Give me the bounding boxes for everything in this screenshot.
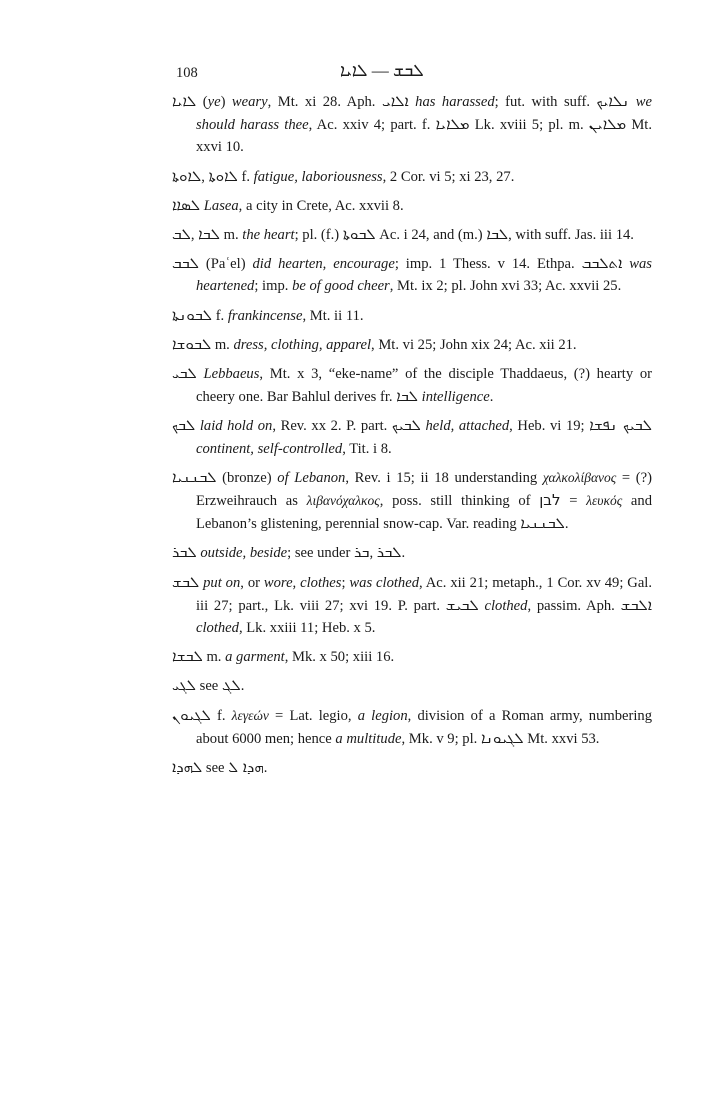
entry-text: ) — [220, 94, 232, 110]
syriac-word: ܡܠܐܝܢ — [588, 115, 627, 134]
entry-text: . — [401, 545, 406, 562]
entry-text: , Ac. xii 21; metaph., 1 Cor. xv 49; Gal. iii 27; part., Lk. viii 27; xvi 19. P. part. — [196, 574, 652, 614]
syriac-word: ܒܪ — [354, 543, 370, 562]
syriac-word: ܠܒܐ — [486, 225, 509, 244]
entry-text: , Mt. x 3, “eke-name” of the disciple Thaddaeus, (?) hearty or cheery one. Bar Bahlul derives fr. — [196, 366, 652, 406]
entry-text: . — [489, 389, 494, 406]
entry-gloss: laid hold on — [199, 418, 273, 435]
greek-word: λιβανόχαλκος — [306, 493, 380, 509]
dictionary-entry — [172, 165, 652, 188]
running-head: ܠܒܫ — ܠܐܝܐ — [340, 61, 424, 80]
dictionary-entry — [172, 304, 652, 327]
syriac-word: ܠܓ — [221, 676, 241, 695]
dictionary-entry — [172, 252, 652, 297]
entry-text: , with suff. Jas. iii 14. — [508, 227, 634, 244]
entry-gloss: the heart — [242, 227, 295, 244]
entry-text: , passim. Aph. — [527, 597, 621, 614]
syriac-word: ܠܗܕܐ — [172, 758, 203, 777]
entry-text: m. — [219, 227, 243, 244]
entry-text: , Mt. vi 25; John xix 24; Ac. xii 21. — [371, 336, 577, 353]
entry-text: , Rev. i 15; ii 18 understanding — [345, 469, 543, 486]
dictionary-entry — [172, 704, 652, 750]
entry-gloss: has harassed — [415, 94, 495, 110]
dictionary-entry — [172, 756, 652, 779]
syriac-word: ܐܠܒܫ — [620, 595, 652, 614]
syriac-word: ܠܓܝܘܢܐ — [480, 728, 524, 747]
entry-text: and Lebanon’s glistening, perennial snow-cap. Var. reading — [196, 493, 652, 533]
syriac-word: ܠܒܐ — [198, 225, 220, 244]
entry-list — [172, 90, 652, 779]
entry-text: , Mt. ix 2; pl. John xvi 33; Ac. xxvii 25. — [389, 278, 622, 295]
entry-gloss: Lebbaeus — [203, 366, 260, 383]
entry-text: , Lk. xxiii 11; Heb. x 5. — [238, 620, 376, 637]
syriac-word: ܠܣܐܐ — [172, 195, 201, 214]
entry-gloss: dress, clothing, apparel — [233, 336, 372, 353]
syriac-word: ܠܓܝ — [172, 676, 196, 695]
syriac-word: ܢܠܐܝܟ — [596, 92, 630, 110]
dictionary-entry — [172, 541, 652, 564]
syriac-word: ܗܕܐ ܠ — [228, 758, 264, 777]
syriac-word: ܐܠܐܝ — [381, 92, 409, 110]
entry-text: ; see under — [287, 545, 354, 562]
entry-gloss: we should harass thee — [196, 94, 653, 134]
entry-text: , Mt. xi 28. Aph. — [267, 94, 382, 110]
entry-text: = — [560, 493, 587, 510]
greek-word: λευκός — [586, 493, 623, 509]
entry-text: see — [196, 678, 222, 695]
entry-text: Mt. xxvi 53. — [523, 730, 600, 747]
entry-text: , Mk. v 9; pl. — [401, 730, 481, 747]
entry-text: (bronze) — [216, 469, 278, 486]
entry-text: (Paʿel) — [198, 256, 253, 273]
dictionary-entry — [172, 674, 652, 697]
syriac-word: ܠܒܫ — [172, 572, 200, 591]
entry-text: ; pl. (f.) — [294, 227, 343, 244]
entry-gloss: was heartened — [196, 256, 652, 295]
entry-text: , — [201, 168, 209, 185]
syriac-word: ܠܒܟ — [172, 416, 196, 435]
dictionary-entry — [172, 223, 652, 246]
entry-text: = (?) Erzweihrauch as — [196, 469, 653, 510]
entry-text: Ac. i 24, and (m.) — [375, 227, 487, 244]
entry-text: , Tit. i 8. — [342, 440, 392, 457]
entry-text: m. — [211, 336, 234, 353]
entry-gloss: put on — [203, 574, 241, 591]
entry-gloss: frankincense — [227, 307, 303, 324]
entry-text: = Lat. legio, — [268, 707, 358, 724]
syriac-word: ܠܒܝܟ ܢܦܫܐ — [589, 416, 652, 435]
entry-text: , — [190, 227, 199, 244]
entry-text: ( — [196, 94, 208, 110]
entry-gloss: outside, beside — [200, 545, 288, 562]
greek-word: λεγεών — [231, 707, 269, 723]
entry-text: , or — [240, 574, 264, 591]
dictionary-entry — [172, 362, 652, 408]
syriac-word: ܠܒܫܐ — [172, 647, 203, 666]
syriac-word: ܠܒ — [172, 225, 191, 244]
page-header — [172, 60, 652, 86]
entry-gloss: of Lebanon — [277, 469, 346, 486]
syriac-word: ܠܒܢܢܝܐ — [520, 514, 565, 533]
syriac-word: ܠܒܘܬܐ — [342, 225, 376, 244]
entry-gloss: intelligence — [421, 389, 490, 406]
dictionary-entry — [172, 90, 652, 159]
syriac-word: ܠܒܘܢܬܐ — [172, 305, 213, 324]
entry-text: ; imp. 1 Thess. v 14. Ethpa. — [394, 256, 582, 273]
syriac-word: ܠܒܝܫ — [445, 595, 479, 614]
dictionary-entry — [172, 414, 652, 459]
entry-gloss: did hearten, encourage — [252, 256, 395, 273]
entry-gloss: continent, self-controlled — [196, 440, 343, 457]
syriac-word: ܠܒܪ — [172, 543, 197, 562]
entry-text: , Ac. xxiv 4; part. f. — [308, 117, 436, 134]
dictionary-entry — [172, 333, 652, 356]
dictionary-entry — [172, 645, 652, 668]
entry-text: , division of a Roman army, numbering about 6000 men; hence — [196, 707, 652, 747]
entry-text: f. — [210, 707, 232, 724]
syriac-word: ܠܓܝܘܢ — [172, 705, 211, 724]
greek-word: χαλκολίβανος — [542, 469, 617, 485]
entry-text: Lk. xviii 5; pl. m. — [469, 117, 589, 134]
entry-text: , poss. still thinking of — [379, 493, 540, 510]
dictionary-entry — [172, 466, 652, 536]
entry-text: Mt. xxvi 10. — [196, 117, 652, 156]
syriac-word: ܠܒܒ — [172, 254, 199, 273]
entry-text: ; imp. — [254, 278, 293, 295]
entry-gloss: fatigue, laboriousness — [253, 168, 383, 185]
entry-text: . — [564, 516, 569, 533]
entry-gloss: wore, clothes — [263, 574, 342, 591]
entry-text: , 2 Cor. vi 5; xi 23, 27. — [382, 168, 515, 185]
syriac-word: ܐܬܠܒܒ — [581, 254, 623, 273]
entry-text: f. — [212, 307, 228, 324]
syriac-word: ܠܐܘܬܐ — [172, 166, 202, 185]
syriac-word: ܠܒܝܟ — [391, 416, 421, 435]
syriac-word: ܠܒܐ — [396, 387, 418, 406]
entry-gloss: Lasea — [203, 197, 239, 214]
entry-gloss: a garment — [225, 649, 285, 666]
syriac-word: ܠܒܪ — [376, 543, 402, 562]
entry-text: , — [369, 545, 377, 562]
entry-gloss: be of good cheer — [292, 278, 390, 295]
entry-gloss: a multitude — [335, 730, 402, 747]
syriac-word: ܠܐܝܐ — [172, 92, 197, 110]
entry-text: . — [240, 678, 245, 695]
syriac-word: ܠܒܘܫܐ — [172, 334, 212, 353]
page-number: 108 — [176, 65, 198, 81]
syriac-word: ܠܒܢܢܝܐ — [172, 467, 217, 486]
entry-gloss: was clothed — [349, 574, 419, 591]
entry-text: ; fut. with suff. — [494, 94, 597, 110]
entry-text: , Rev. xx 2. P. part. — [272, 418, 392, 435]
dictionary-page — [172, 60, 652, 785]
entry-gloss: a legion — [357, 707, 408, 724]
syriac-word: ܠܐܘܬܐ — [208, 166, 238, 185]
entry-text: , Mt. ii 11. — [302, 307, 364, 324]
entry-text: , Heb. vi 19; — [509, 418, 590, 435]
entry-gloss: clothed — [484, 597, 528, 614]
entry-gloss: clothed — [196, 620, 239, 637]
entry-gloss: held, attached — [425, 418, 510, 435]
entry-text: ; — [341, 574, 350, 591]
syriac-word: לבן — [539, 491, 561, 510]
entry-text: m. — [202, 649, 226, 666]
dictionary-entry — [172, 194, 652, 217]
dictionary-entry — [172, 571, 652, 640]
entry-gloss: weary — [231, 94, 268, 110]
entry-text: , a city in Crete, Ac. xxvii 8. — [238, 197, 404, 214]
entry-gloss: ye — [207, 94, 221, 110]
entry-text: . — [263, 760, 268, 777]
syriac-word: ܠܒܝ — [172, 364, 197, 383]
entry-text: see — [202, 760, 229, 777]
entry-text: , Mk. x 50; xiii 16. — [284, 649, 395, 666]
entry-text: f. — [237, 168, 254, 185]
syriac-word: ܡܠܐܝܐ — [435, 115, 470, 134]
